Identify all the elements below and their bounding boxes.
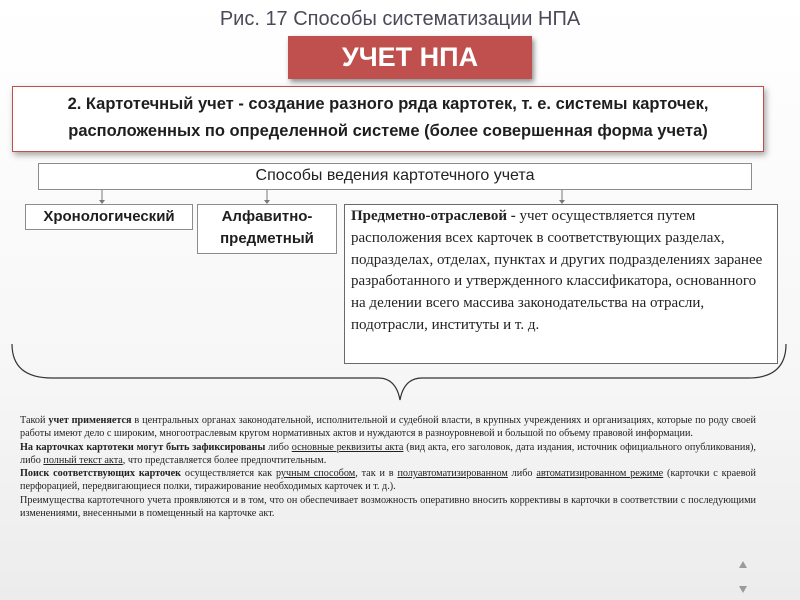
definition-box: 2. Картотечный учет - создание разного ряда картотек, т. е. системы карточек, расположенных по определенной системе (более совершенная форма учета) [12, 86, 764, 152]
underlined-term: полуавтоматизированном [397, 468, 508, 480]
subject-branch-text: учет осуществляется путем расположения всех карточек в соответствующих разделах, подразделах, отделах, пунктах и других подразделениях заранее разработанного и утвержденного классификатора, основанного на делении всего массива законодательства на отрасли, подотрасли, институты и т. д. [351, 208, 763, 333]
usage-keyword: учет применяется [48, 415, 132, 426]
underlined-term: полный текст акта [43, 454, 123, 466]
text-run: (вид акта, его заголовок, дата издания, источник официального опубликования), либо [20, 441, 756, 466]
text-run: осуществляется как [181, 468, 276, 480]
paragraph-advantages: Преимущества картотечного учета проявляются и в том, что он обеспечивает возможность оперативно вносить коррективы в карточки в соответствии с последующими изменениями, внесенными в помещенный на карточке акт. [20, 494, 756, 520]
paragraph-search [20, 467, 756, 494]
text-run: , так и в [355, 468, 398, 480]
text-run: Такой [20, 415, 49, 426]
paragraph-usage [20, 414, 756, 441]
alphabetical-label-line1: Алфавитно- [221, 208, 313, 225]
triangle-up-icon[interactable] [738, 560, 748, 570]
text-run: либо [265, 441, 292, 453]
slide-title: Рис. 17 Способы систематизации НПА [219, 8, 581, 30]
text-run: в центральных органах законодательной, исполнительной и судебной власти, в крупных учреждениях и организациях, которые по роду своей работы имеют дело с широким, многоотраслевым кругом нормативных актов и нуждаются в разноуровневой и большой по объему правовой информации. [20, 415, 757, 440]
search-keyword: Поиск соответствующих карточек [20, 468, 181, 480]
underlined-term: автоматизированном режиме [536, 468, 664, 480]
underlined-term: основные реквизиты акта [291, 441, 404, 453]
methods-header: Способы ведения картотечного учета [38, 163, 752, 190]
underlined-term: ручным способом [275, 468, 356, 480]
text-run: , что представляется более предпочтительным. [122, 454, 327, 466]
text-run: (карточки с краевой перфорацией, передвигающиеся полки, тиражирование необходимых карточек и т. д.). [20, 468, 756, 493]
subject-branch-keyword: Предметно-отраслевой - [351, 208, 516, 224]
chronological-label: Хронологический [43, 208, 175, 225]
paragraph-fixation [20, 441, 756, 468]
triangle-down-icon[interactable] [738, 584, 748, 594]
fixation-keyword: На карточках картотеки могут быть зафиксированы [20, 441, 266, 453]
text-run: либо [507, 468, 537, 480]
alphabetical-label-line2: предметный [220, 230, 314, 247]
banner: УЧЕТ НПА [288, 36, 532, 79]
description-text [20, 414, 756, 520]
